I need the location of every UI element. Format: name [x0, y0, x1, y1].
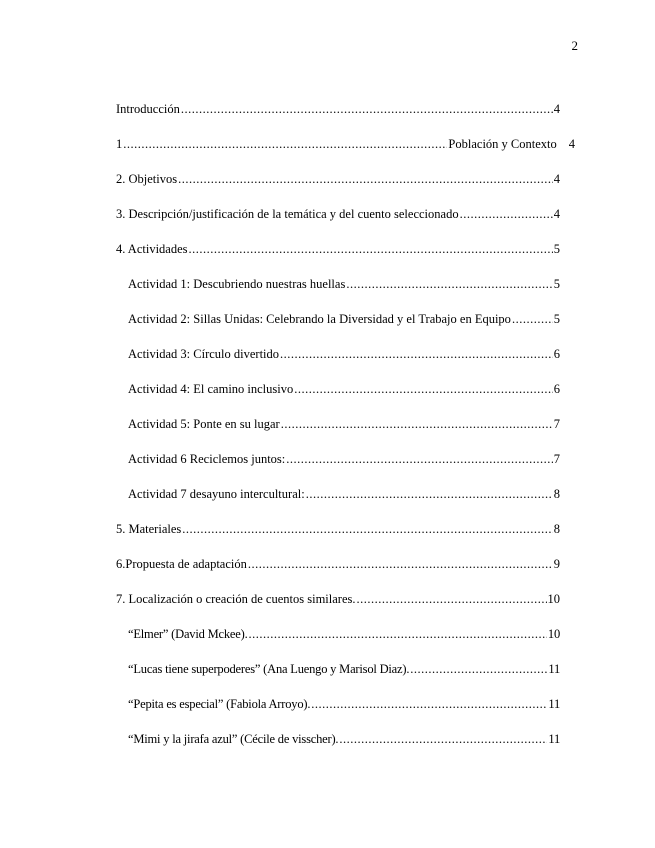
toc-entry-title: Población y Contexto	[448, 137, 557, 151]
toc-entry-actividad-1[interactable]	[128, 275, 560, 293]
toc-entry-page: 10	[547, 627, 560, 641]
toc-entry-introduccion[interactable]	[116, 100, 560, 118]
toc-entry-title: 5. Materiales	[116, 522, 182, 536]
toc-entry-lucas[interactable]	[128, 660, 560, 678]
toc-dot-leader	[410, 660, 547, 678]
toc-entry-title: Actividad 3: Círculo divertido	[128, 347, 280, 361]
toc-entry-page: 8	[553, 487, 560, 501]
toc-entry-elmer[interactable]	[128, 625, 560, 643]
toc-entry-page: 4	[553, 207, 560, 221]
toc-dot-leader	[281, 415, 553, 433]
toc-entry-title: Introducción	[116, 102, 180, 116]
toc-dot-leader	[306, 485, 553, 503]
toc-entry-page: 6	[553, 347, 560, 361]
toc-entry-title: “Pepita es especial” (Fabiola Arroyo).	[128, 697, 311, 711]
toc-entry-localizacion[interactable]	[116, 590, 560, 608]
toc-entry-objetivos[interactable]	[116, 170, 560, 188]
toc-entry-title: Actividad 6 Reciclemos juntos:	[128, 452, 286, 466]
toc-entry-title: 6.Propuesta de adaptación	[116, 557, 247, 571]
toc-entry-page: 11	[548, 697, 560, 711]
toc-entry-poblacion-contexto[interactable]	[116, 135, 575, 153]
toc-entry-actividad-7[interactable]	[128, 485, 560, 503]
toc-entry-propuesta[interactable]	[116, 555, 560, 573]
toc-entry-page: 11	[548, 662, 560, 676]
toc-dot-leader	[346, 275, 552, 293]
toc-entry-actividades[interactable]	[116, 240, 560, 258]
toc-entry-title: Actividad 7 desayuno intercultural:	[128, 487, 305, 501]
toc-entry-page: 5	[553, 242, 560, 256]
toc-entry-page: 7	[553, 452, 560, 466]
toc-dot-leader	[294, 380, 553, 398]
toc-entry-page: 11	[548, 732, 560, 746]
toc-entry-title: 3. Descripción/justificación de la temática y del cuento seleccionado	[116, 207, 459, 221]
toc-dot-leader	[248, 555, 553, 573]
toc-entry-title: Actividad 1: Descubriendo nuestras huellas	[128, 277, 346, 291]
toc-entry-page: 7	[553, 417, 560, 431]
toc-dot-leader	[460, 205, 553, 223]
toc-dot-leader	[249, 625, 547, 643]
toc-entry-actividad-6[interactable]	[128, 450, 560, 468]
toc-dot-leader	[311, 695, 547, 713]
page-number: 2	[571, 38, 578, 53]
toc-dot-leader	[181, 100, 553, 118]
toc-entry-page: 4	[568, 137, 575, 151]
toc-entry-title: Actividad 2: Sillas Unidas: Celebrando la Diversidad y el Trabajo en Equipo	[128, 312, 511, 326]
toc-entry-actividad-3[interactable]	[128, 345, 560, 363]
toc-entry-descripcion[interactable]	[116, 205, 560, 223]
toc-entry-page: 9	[553, 557, 560, 571]
toc-dot-leader	[512, 310, 553, 328]
toc-entry-title: 7. Localización o creación de cuentos similares.	[116, 592, 356, 606]
toc-entry-title: Actividad 4: El camino inclusivo	[128, 382, 294, 396]
toc-entry-materiales[interactable]	[116, 520, 560, 538]
toc-entry-page: 4	[553, 102, 560, 116]
toc-entry-page: 5	[553, 312, 560, 326]
toc-entry-title: 4. Actividades	[116, 242, 188, 256]
toc-entry-title: Actividad 5: Ponte en su lugar	[128, 417, 280, 431]
toc-dot-leader	[356, 590, 546, 608]
toc-dot-leader	[178, 170, 553, 188]
toc-entry-title: 2. Objetivos	[116, 172, 178, 186]
toc-dot-leader	[189, 240, 553, 258]
toc-entry-page: 8	[553, 522, 560, 536]
toc-entry-title: “Lucas tiene superpoderes” (Ana Luengo y Marisol Diaz).	[128, 662, 410, 676]
toc-entry-number: 1	[116, 137, 123, 151]
toc-dot-leader	[182, 520, 552, 538]
toc-dot-leader	[339, 730, 547, 748]
toc-entry-title: “Mimi y la jirafa azul” (Cécile de visscher).	[128, 732, 339, 746]
toc-dot-leader	[280, 345, 553, 363]
toc-entry-mimi[interactable]	[128, 730, 560, 748]
toc-entry-page: 4	[553, 172, 560, 186]
toc-entry-actividad-5[interactable]	[128, 415, 560, 433]
toc-dot-leader	[123, 135, 447, 153]
toc-entry-actividad-4[interactable]	[128, 380, 560, 398]
toc-entry-page: 6	[553, 382, 560, 396]
toc-entry-title: “Elmer” (David Mckee).	[128, 627, 248, 641]
toc-entry-pepita[interactable]	[128, 695, 560, 713]
toc-entry-actividad-2[interactable]	[128, 310, 560, 328]
toc-entry-page: 10	[547, 592, 560, 606]
toc-dot-leader	[286, 450, 552, 468]
toc-entry-page: 5	[553, 277, 560, 291]
